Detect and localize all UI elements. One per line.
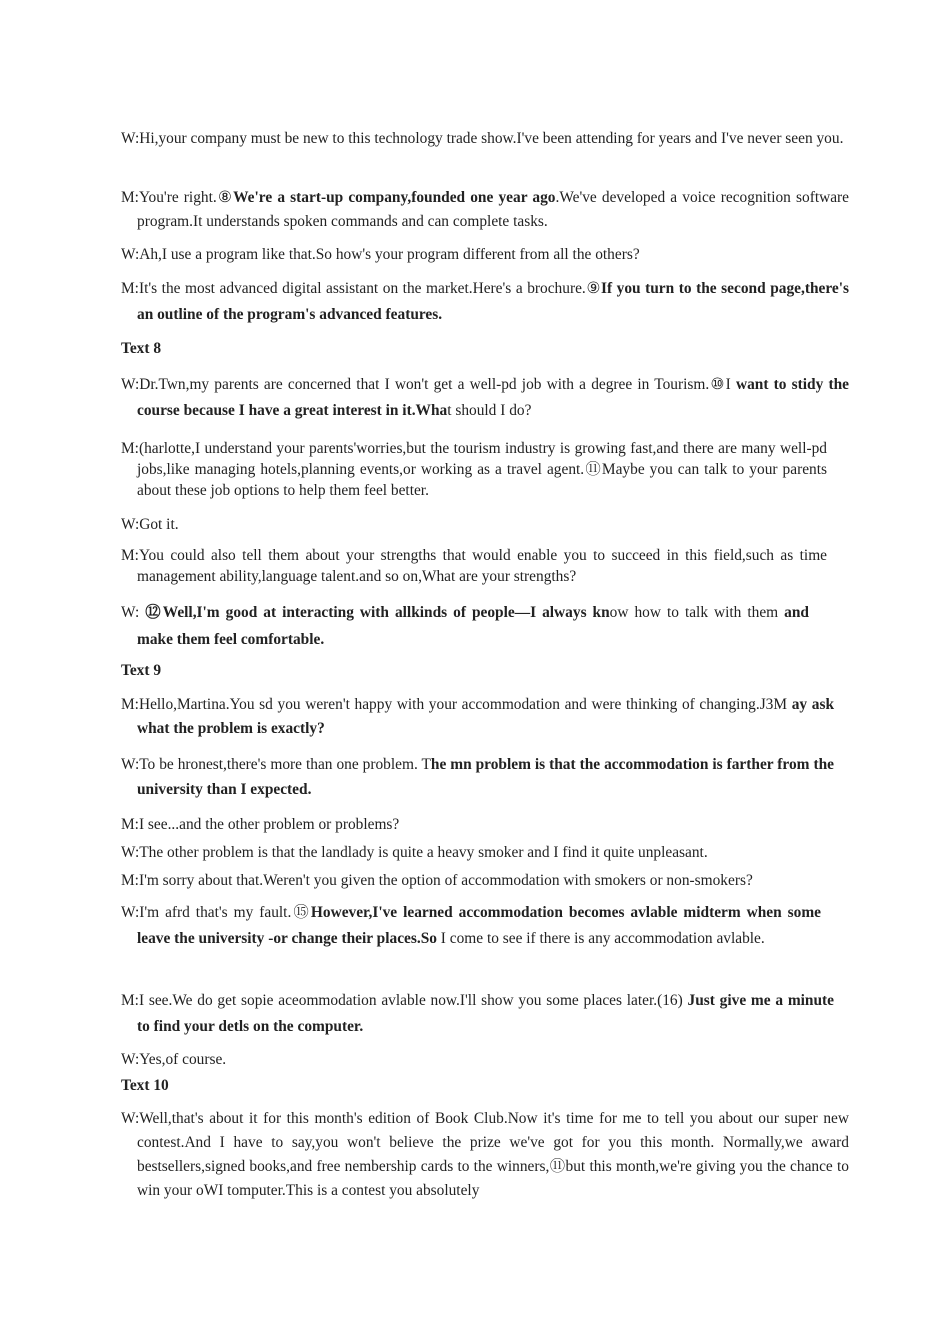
section-heading: Text 9 [121, 662, 162, 679]
dialogue-paragraph [121, 841, 849, 865]
key-sentence: want to stidy the course because I have a great interest in it.Wha [137, 376, 849, 419]
dialogue-text: W:To be hronest,there's more than one problem. T [121, 756, 431, 773]
key-sentence: However,I've learned accommodation becomes avlable midterm when some leave the university -or change their places.So [137, 904, 822, 947]
key-sentence: Just give me a minute to find your detls on the computer. [137, 992, 835, 1035]
dialogue-paragraph [121, 900, 821, 951]
dialogue-text: W:Hi,your company must be new to this technology trade show.I've been attending for years and I've never seen you. [121, 130, 844, 147]
dialogue-paragraph [121, 276, 849, 328]
dialogue-text: M:It's the most advanced digital assistant on the market.Here's a brochure.⑨ [121, 280, 601, 297]
dialogue-paragraph [121, 988, 834, 1040]
dialogue-text: M:You're right.⑧ [121, 189, 234, 206]
dialogue-text: M:You could also tell them about your strengths that would enable you to succeed in this field,such as time management ability,language talent.and so on,What are your strengths? [121, 547, 827, 585]
dialogue-paragraph [121, 438, 827, 501]
key-sentence: and make them feel comfortable. [137, 604, 809, 648]
dialogue-paragraph [121, 1048, 849, 1072]
dialogue-paragraph [121, 693, 834, 741]
dialogue-paragraph [121, 752, 834, 802]
key-sentence: ⑫Well,I'm good at interacting with allkinds of people—I always kn [145, 604, 610, 621]
key-sentence: ay ask what the problem is exactly? [137, 696, 834, 737]
dialogue-text: M:I see...and the other problem or problems? [121, 816, 400, 833]
dialogue-text: M:Hello,Martina.You sd you weren't happy with your accommodation and were thinking of changing.J3M [121, 696, 792, 713]
dialogue-text: W:Ah,I use a program like that.So how's your program different from all the others? [121, 246, 640, 263]
dialogue-paragraph [121, 127, 849, 151]
dialogue-text: M:I see.We do get sopie aceommodation avlable now.I'll show you some places later.(16) [121, 992, 688, 1009]
dialogue-text: t should I do? [447, 402, 532, 419]
dialogue-text: .We've developed a voice recognition software program.It understands spoken commands and can complete tasks. [137, 189, 850, 230]
dialogue-paragraph [121, 869, 849, 893]
dialogue-paragraph [121, 545, 827, 587]
dialogue-text: W:I'm afrd that's my fault.⑮ [121, 904, 311, 921]
dialogue-paragraph [121, 243, 849, 267]
dialogue-text: W:Well,that's about it for this month's edition of Book Club.Now it's time for me to tell you about our super new contest.And I have to say,you won't believe the prize we've got for you this month. Normally,we award bestsellers,signed books,and free nembership cards to the winners,⑪but this month,we're giving you the chance to win your oWI tomputer.This is a contest you absolutely [121, 1110, 849, 1199]
dialogue-text: M:I'm sorry about that.Weren't you given the option of accommodation with smokers or non-smokers? [121, 872, 753, 889]
dialogue-text: ow how to talk with them [609, 604, 785, 621]
dialogue-paragraph [121, 813, 849, 837]
dialogue-paragraph [121, 599, 809, 653]
dialogue-text: I come to see if there is any accommodation avlable. [436, 929, 765, 947]
section-heading: Text 8 [121, 340, 162, 357]
dialogue-text: W:The other problem is that the landlady is quite a heavy smoker and I find it quite unpleasant. [121, 844, 708, 861]
dialogue-paragraph [121, 186, 849, 234]
key-sentence: If you turn to the second page,there's an outline of the program's advanced features. [137, 280, 849, 323]
dialogue-text: W:Dr.Twn,my parents are concerned that I won't get a well-pd job with a degree in Tourism.⑩I [121, 376, 736, 393]
dialogue-paragraph [121, 513, 849, 537]
dialogue-text: M:(harlotte,I understand your parents'worries,but the tourism industry is growing fast,and there are many well-pd jobs,like managing hotels,planning events,or working as a travel agent.⑪Maybe you can talk to your parents about these job options to help them feel better. [121, 440, 827, 499]
dialogue-text: W: [121, 604, 146, 621]
dialogue-text: W:Got it. [121, 516, 179, 533]
dialogue-paragraph [121, 372, 849, 424]
dialogue-text: W:Yes,of course. [121, 1051, 227, 1068]
key-sentence: he mn problem is that the accommodation is farther from the university than I expected. [137, 756, 834, 798]
dialogue-paragraph [121, 1107, 849, 1203]
section-heading: Text 10 [121, 1077, 169, 1094]
key-sentence: We're a start-up company,founded one year ago [233, 189, 556, 206]
